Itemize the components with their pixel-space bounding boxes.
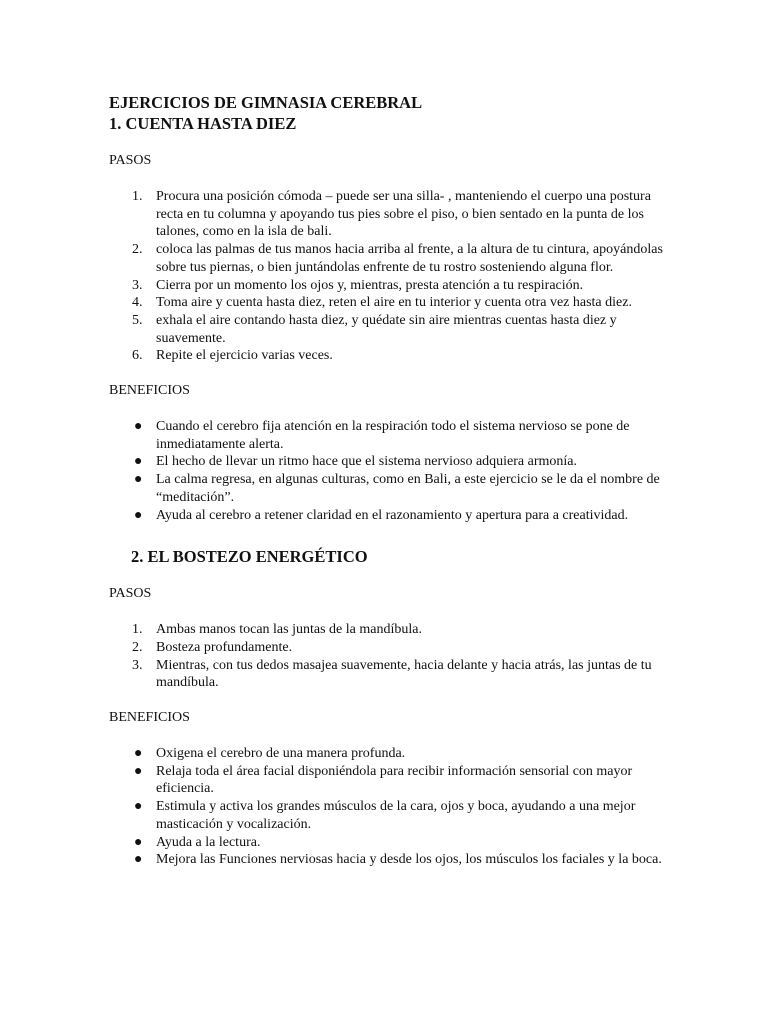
list-item: 1. Ambas manos tocan las juntas de la mandíbula. <box>132 622 422 638</box>
list-item: 4. Toma aire y cuenta hasta diez, reten el aire en tu interior y cuenta otra vez hasta diez. <box>132 295 632 311</box>
bullet-icon: ● <box>134 472 143 488</box>
list-item: 2. coloca las palmas de tus manos hacia arriba al frente, a la altura de tu cintura, apoyándolas sobre tus piernas, o bien juntándolas enfrente de tu rostro sosteniendo alguna flor. <box>132 242 663 275</box>
bullet-icon: ● <box>134 763 143 779</box>
bullet-icon: ● <box>134 852 143 868</box>
list-item: 6. Repite el ejercicio varias veces. <box>132 348 333 364</box>
bullet-icon: ● <box>134 507 143 523</box>
list-item: 5. exhala el aire contando hasta diez, y quédate sin aire mientras cuentas hasta diez y suavemente. <box>132 312 617 346</box>
bullet-icon: ● <box>134 454 143 470</box>
list-item: 3. Cierra por un momento los ojos y, mientras, presta atención a tu respiración. <box>132 277 584 293</box>
list-item: ● Mejora las Funciones nerviosas hacia y desde los ojos, los músculos los faciales y la boca. <box>134 852 662 868</box>
section-2-steps-label: PASOS <box>109 586 152 602</box>
list-item: ● Cuando el cerebro fija atención en la respiración todo el sistema nervioso se pone de inmediatamente alerta. <box>134 419 630 452</box>
bullet-icon: ● <box>134 419 143 435</box>
list-item: ● Ayuda al cerebro a retener claridad en el razonamiento y apertura para a creatividad. <box>134 507 629 523</box>
section-1-benefits-label: BENEFICIOS <box>109 383 190 399</box>
list-item: ● Ayuda a la lectura. <box>134 834 261 850</box>
section-1-heading: 1. CUENTA HASTA DIEZ <box>109 114 297 133</box>
section-2-steps-list <box>109 621 669 692</box>
list-item: ● Estimula y activa los grandes músculos de la cara, ojos y boca, ayudando a una mejor masticación y vocalización. <box>134 799 636 832</box>
document-content <box>109 92 669 869</box>
bullet-icon: ● <box>134 799 143 815</box>
list-item: ● Oxigena el cerebro de una manera profunda. <box>134 746 406 762</box>
list-item: ● Relaja toda el área facial disponiéndola para recibir información sensorial con mayor eficiencia. <box>134 763 633 797</box>
bullet-icon: ● <box>134 834 143 850</box>
section-2-benefits-list <box>109 745 669 869</box>
list-item: 1. Procura una posición cómoda – puede ser una silla- , manteniendo el cuerpo una postura recta en tu columna y apoyando tus pies sobre el piso, o bien sentado en la punta de los talones, como en la isla de bali. <box>132 189 651 240</box>
section-1-steps-list <box>109 188 669 365</box>
list-item: ● El hecho de llevar un ritmo hace que el sistema nervioso adquiera armonía. <box>134 454 578 470</box>
section-1-steps-label: PASOS <box>109 153 152 168</box>
section-1-benefits-list <box>109 418 669 524</box>
list-item: 3. Mientras, con tus dedos masajea suavemente, hacia delante y hacia atrás, las juntas de tu mandíbula. <box>132 657 652 691</box>
section-2-heading: 2. EL BOSTEZO ENERGÉTICO <box>131 547 368 567</box>
document-title: EJERCICIOS DE GIMNASIA CEREBRAL <box>109 93 423 112</box>
section-2-benefits-label: BENEFICIOS <box>109 710 190 726</box>
list-item: ● La calma regresa, en algunas culturas, como en Bali, a este ejercicio se le da el nombre de “meditación”. <box>134 472 660 505</box>
bullet-icon: ● <box>134 746 143 762</box>
list-item: 2. Bosteza profundamente. <box>132 639 293 655</box>
